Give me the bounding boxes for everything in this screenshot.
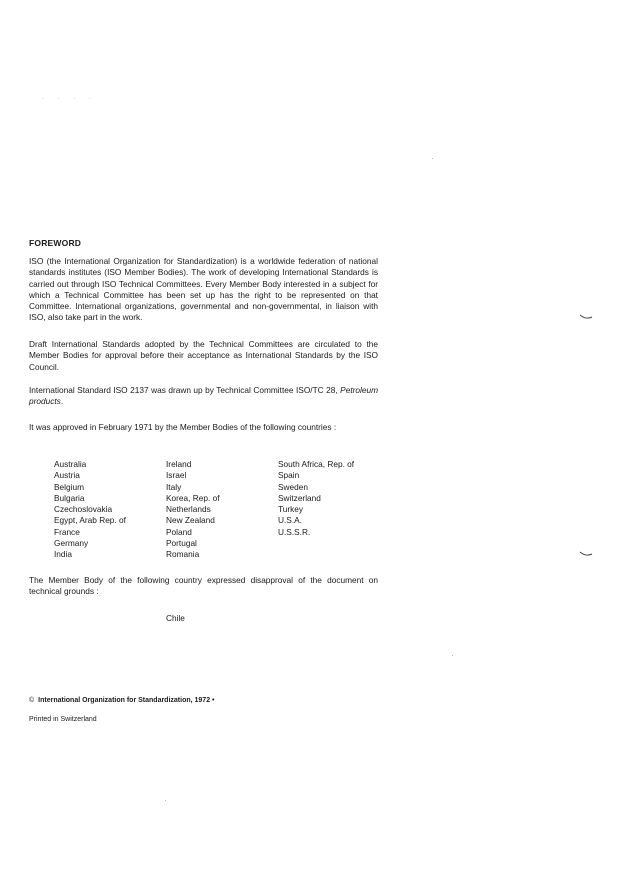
country-column-2 bbox=[166, 459, 220, 561]
country-item: Czechoslovakia bbox=[54, 504, 113, 515]
disapproving-country: Chile bbox=[166, 613, 185, 623]
country-item: Sweden bbox=[278, 481, 308, 492]
country-item: Switzerland bbox=[278, 492, 321, 503]
paragraph-iso-intro: ISO (the International Organization for Standardization) is a worldwide federation of national standards institutes (ISO Member Bodies). The work of developing International Standards is carried out through ISO Technical Committees. Every Member Body interested in a subject for which a Technical Committee has been set up has the right to be represented on that Committee. International organizations, governmental and non-governmental, in liaison with ISO, also take part in the work. bbox=[29, 256, 378, 323]
copyright-text: International Organization for Standardization, 1972 • bbox=[38, 697, 215, 704]
paragraph-disapproval: The Member Body of the following country expressed disapproval of the document on technical grounds : bbox=[29, 575, 378, 597]
country-item: Korea, Rep. of bbox=[166, 492, 220, 503]
scan-dot bbox=[432, 158, 433, 159]
country-item: Turkey bbox=[278, 504, 304, 515]
country-item: Italy bbox=[166, 481, 182, 492]
country-item: Bulgaria bbox=[54, 492, 85, 503]
committee-subject: Petroleum products bbox=[29, 385, 378, 407]
margin-mark-icon bbox=[579, 551, 593, 557]
country-item: Ireland bbox=[166, 459, 192, 469]
scan-dot bbox=[165, 800, 166, 801]
origin-text: International Standard ISO 2137 was drawn up by Technical Committee ISO/TC 28, bbox=[29, 385, 341, 395]
margin-mark-icon bbox=[579, 314, 593, 320]
country-item: Germany bbox=[54, 538, 89, 549]
scan-dot bbox=[452, 655, 453, 656]
scan-specks: · · · · bbox=[42, 96, 97, 102]
country-column-1 bbox=[54, 459, 126, 561]
paragraph-approval: It was approved in February 1971 by the Member Bodies of the following countries : bbox=[29, 422, 337, 432]
paragraph-draft-standards: Draft International Standards adopted by the Technical Committees are circulated to the Member Bodies for approval before their acceptance as International Standards by the ISO Council. bbox=[29, 339, 378, 372]
country-item: Israel bbox=[166, 470, 187, 481]
country-item: Portugal bbox=[166, 538, 197, 549]
country-item: France bbox=[54, 526, 80, 537]
country-item: Romania bbox=[166, 549, 200, 560]
origin-text-end: . bbox=[60, 396, 64, 407]
country-item: U.S.S.R. bbox=[278, 526, 311, 537]
printed-in: Printed in Switzerland bbox=[29, 716, 97, 723]
country-item: Egypt, Arab Rep. of bbox=[54, 515, 126, 526]
country-column-3 bbox=[278, 459, 354, 538]
country-item: Australia bbox=[54, 459, 87, 469]
country-item: Poland bbox=[166, 526, 192, 537]
country-item: Austria bbox=[54, 470, 80, 481]
copyright-line bbox=[29, 697, 214, 704]
country-item: South Africa, Rep. of bbox=[278, 459, 355, 469]
copyright-icon: © bbox=[29, 697, 35, 704]
country-item: India bbox=[54, 549, 72, 560]
country-item: U.S.A. bbox=[278, 515, 302, 526]
country-item: New Zealand bbox=[166, 515, 215, 526]
country-item: Netherlands bbox=[166, 504, 211, 515]
foreword-heading: FOREWORD bbox=[29, 238, 82, 248]
country-item: Spain bbox=[278, 470, 300, 481]
country-item: Belgium bbox=[54, 481, 84, 492]
paragraph-standard-origin bbox=[29, 385, 378, 408]
